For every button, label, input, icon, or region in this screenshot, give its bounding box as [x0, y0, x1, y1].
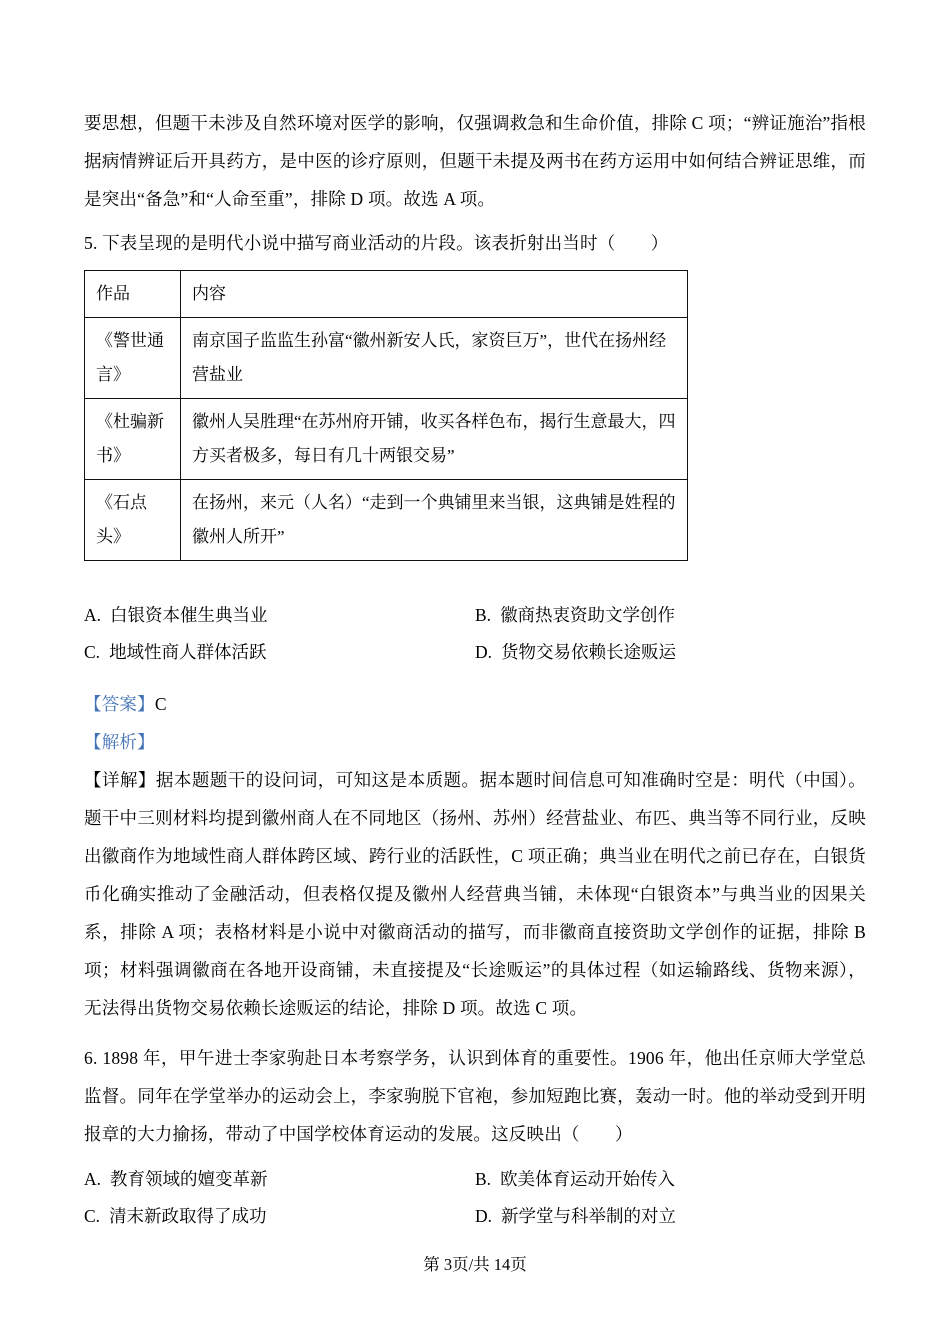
table-row: [85, 480, 688, 561]
option-label: C.: [84, 642, 101, 662]
question6-stem: 6. 1898 年，甲午进士李家驹赴日本考察学务，认识到体育的重要性。1906 年，他出任京师大学堂总监督。同年在学堂举办的运动会上，李家驹脱下官袍，参加短跑比赛，轰动一时。他的举动受到开明报章的大力揄扬，带动了中国学校体育运动的发展。这反映出（ ）: [84, 1048, 866, 1144]
table-cell-content: 在扬州，来元（人名）“走到一个典铺里来当银，这典铺是姓程的徽州人所开”: [181, 480, 688, 561]
question5-option-a: [84, 597, 475, 634]
table-row: [85, 399, 688, 480]
option-label: B.: [475, 1169, 492, 1189]
option-text: 货物交易依赖长途贩运: [501, 642, 677, 662]
question5-analysis-line: [84, 723, 866, 761]
table-header-row: [85, 271, 688, 318]
detail-text: 据本题题干的设问词，可知这是本质题。据本题时间信息可知准确时空是：明代（中国）。题干中三则材料均提到徽州商人在不同地区（扬州、苏州）经营盐业、布匹、典当等不同行业，反映出徽商作为地域性商人群体跨区域、跨行业的活跃性，C 项正确；典当业在明代之前已存在，白银货币化确实推动了金融活动，但表格仅提及徽州人经营典当铺，未体现“白银资本”与典当业的因果关系，排除 A 项；表格材料是小说中对徽商活动的描写，而非徽商直接资助文学创作的证据，排除 B 项；材料强调徽商在各地开设商铺，未直接提及“长途贩运”的具体过程（如运输路线、货物来源），无法得出货物交易依赖长途贩运的结论，排除 D 项。故选 C 项。: [84, 770, 866, 1018]
option-label: D.: [475, 642, 493, 662]
option-text: 清末新政取得了成功: [109, 1206, 267, 1226]
option-text: 欧美体育运动开始传入: [500, 1169, 676, 1189]
question6-option-d: [475, 1198, 866, 1235]
option-text: 新学堂与科举制的对立: [501, 1206, 677, 1226]
question6-options: [84, 1161, 866, 1235]
detail-label: 【详解】: [84, 770, 156, 790]
option-label: A.: [84, 1169, 102, 1189]
question5-stem: 5. 下表呈现的是明代小说中描写商业活动的片段。该表折射出当时（ ）: [84, 233, 669, 253]
question5-option-c: [84, 634, 475, 671]
table-cell-content: 徽州人吴胜理“在苏州府开铺，收买各样色布，揭行生意最大，四方买者极多，每日有几十两银交易”: [181, 399, 688, 480]
table-header-content: 内容: [181, 271, 688, 318]
table-cell-work: 《石点头》: [85, 480, 181, 561]
question5-option-b: [475, 597, 866, 634]
table-cell-work: 《警世通言》: [85, 318, 181, 399]
table-row: [85, 318, 688, 399]
page-number-footer: 第 3页/共 14页: [423, 1255, 527, 1274]
answer-value: C: [154, 694, 167, 714]
option-text: 地域性商人群体活跃: [109, 642, 267, 662]
option-text: 徽商热衷资助文学创作: [500, 605, 676, 625]
question5-detail: [84, 761, 866, 1027]
analysis-label: 【解析】: [84, 732, 155, 752]
question5-option-d: [475, 634, 866, 671]
question6-option-c: [84, 1198, 475, 1235]
option-label: D.: [475, 1206, 493, 1226]
question6-option-a: [84, 1161, 475, 1198]
table-cell-work: 《杜骗新书》: [85, 399, 181, 480]
question6-option-b: [475, 1161, 866, 1198]
table-cell-content: 南京国子监监生孙富“徽州新安人氏，家资巨万”，世代在扬州经营盐业: [181, 318, 688, 399]
option-label: B.: [475, 605, 492, 625]
answer-label: 【答案】: [84, 694, 155, 714]
question5-table: [84, 270, 688, 561]
prev-question-explanation: 要思想，但题干未涉及自然环境对医学的影响，仅强调救急和生命价值，排除 C 项；“辨证施治”指根据病情辨证后开具药方，是中医的诊疗原则，但题干未提及两书在药方运用中如何结合辨证思维，而是突出“备急”和“人命至重”，排除 D 项。故选 A 项。: [84, 113, 866, 209]
option-text: 白银资本催生典当业: [110, 605, 268, 625]
question5-answer-line: [84, 685, 866, 723]
option-label: A.: [84, 605, 102, 625]
option-label: C.: [84, 1206, 101, 1226]
question5-options: [84, 597, 866, 671]
table-header-work: 作品: [85, 271, 181, 318]
option-text: 教育领域的嬗变革新: [110, 1169, 268, 1189]
